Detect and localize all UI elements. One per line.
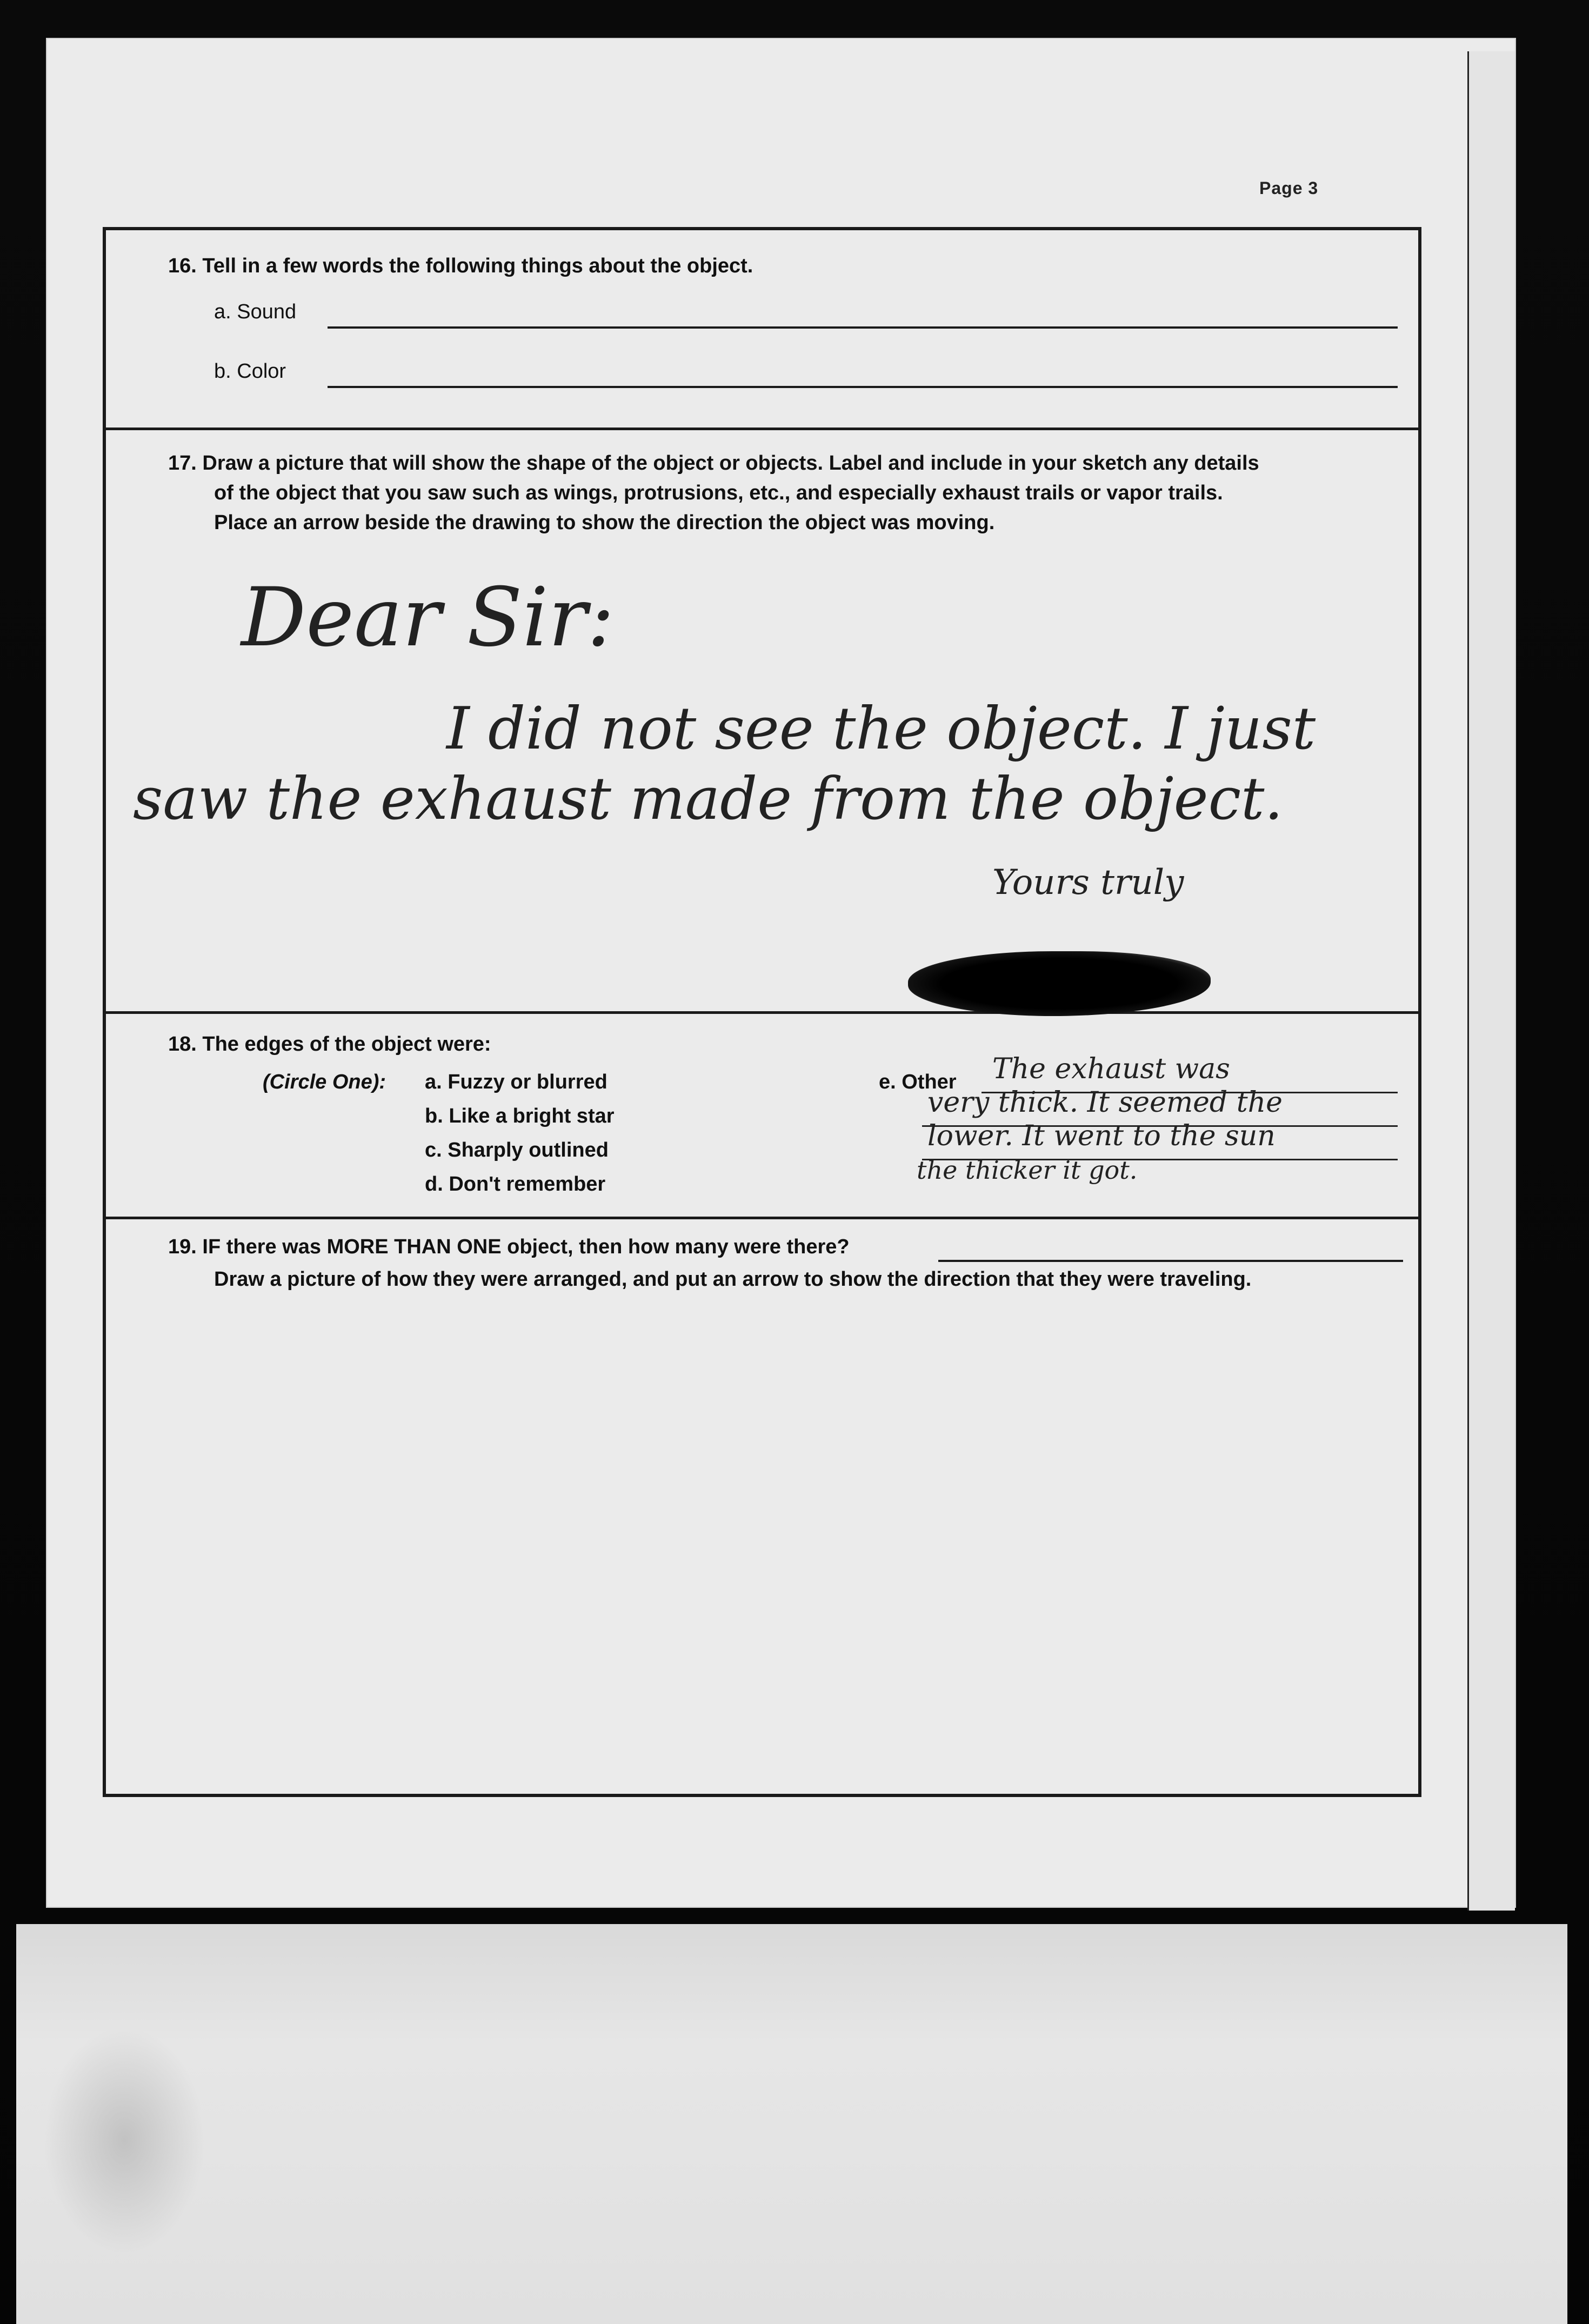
question-19-line-1: 19. IF there was MORE THAN ONE object, then how many were there? — [168, 1236, 850, 1258]
question-18-section — [106, 1014, 1418, 1219]
option-bright-star[interactable]: b. Like a bright star — [425, 1105, 615, 1127]
handwritten-line-1: I did not see the object. I just — [446, 695, 1316, 763]
question-18-text: 18. The edges of the object were: — [168, 1033, 491, 1056]
question-17-line-2: of the object that you saw such as wings, protrusions, etc., and especially exhaust trails or vapor trails. — [214, 482, 1223, 504]
handwritten-line-2: saw the exhaust made from the object. — [133, 765, 1283, 833]
question-19-section — [106, 1219, 1418, 1795]
question-17-section — [106, 430, 1418, 1014]
page-number: Page 3 — [1259, 178, 1319, 198]
color-label: b. Color — [214, 360, 286, 383]
color-answer-line[interactable] — [328, 386, 1398, 388]
other-answer-line-3: lower. It went to the sun — [927, 1120, 1276, 1152]
question-16-text: 16. Tell in a few words the following things about the object. — [168, 255, 753, 277]
option-sharply-outlined[interactable]: c. Sharply outlined — [425, 1139, 609, 1161]
sound-answer-line[interactable] — [328, 326, 1398, 329]
question-17-line-3: Place an arrow beside the drawing to show the direction the object was moving. — [214, 511, 995, 534]
page-edge — [1467, 51, 1515, 1911]
other-answer-line-2: very thick. It seemed the — [927, 1086, 1283, 1119]
count-answer-line[interactable] — [938, 1260, 1403, 1262]
question-17-line-1: 17. Draw a picture that will show the shape of the object or objects. Label and include in your sketch any details — [168, 452, 1259, 475]
other-answer-line-4: the thicker it got. — [917, 1156, 1138, 1185]
question-19-line-2: Draw a picture of how they were arranged, and put an arrow to show the direction that they were traveling. — [214, 1268, 1252, 1291]
option-dont-remember[interactable]: d. Don't remember — [425, 1173, 606, 1196]
option-fuzzy[interactable]: a. Fuzzy or blurred — [425, 1071, 607, 1093]
question-16-section — [106, 230, 1418, 430]
film-lower-area — [16, 1924, 1567, 2324]
sound-label: a. Sound — [214, 300, 297, 323]
handwritten-closing: Yours truly — [992, 863, 1184, 903]
questionnaire-form — [103, 227, 1421, 1797]
option-other-label[interactable]: e. Other — [879, 1071, 957, 1093]
film-smudge — [43, 2027, 205, 2254]
other-answer-line-1: The exhaust was — [992, 1053, 1230, 1085]
circle-one-label: (Circle One): — [263, 1071, 386, 1093]
handwritten-greeting: Dear Sir: — [241, 571, 615, 665]
